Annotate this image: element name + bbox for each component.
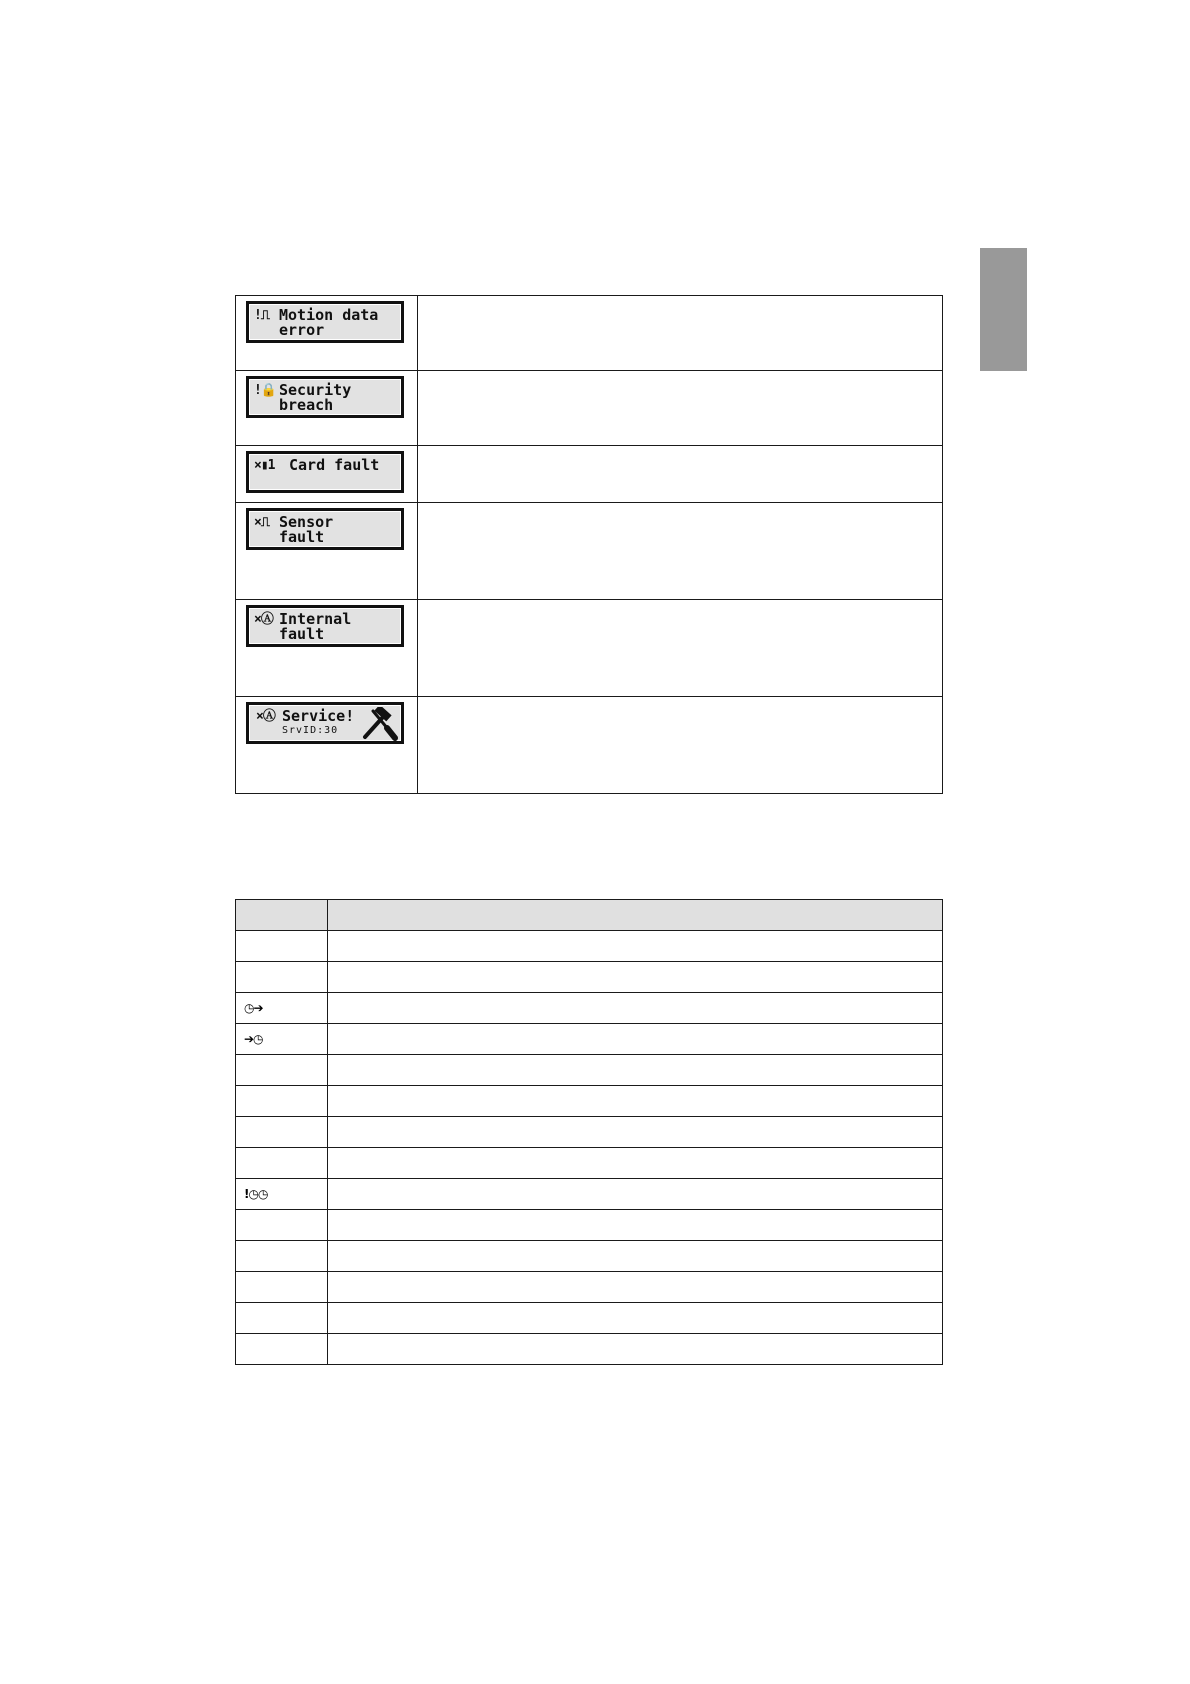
symbol-cell (236, 993, 328, 1024)
meaning-cell (328, 993, 943, 1024)
meaning-cell (328, 1210, 943, 1241)
description-cell (418, 697, 943, 794)
lcd-line-2: SrvID:30 (282, 725, 339, 736)
security-lock-icon: !🔒 (254, 383, 277, 398)
table-row (236, 371, 943, 446)
table-row (236, 697, 943, 794)
lcd-line-2: breach (279, 396, 334, 414)
symbol-cell (236, 1272, 328, 1303)
arrow-in-clock-icon: ➔◷ (244, 1031, 263, 1046)
symbol-cell (236, 1210, 328, 1241)
display-messages-table (235, 295, 943, 794)
table-row (236, 1086, 943, 1117)
header-symbol-cell (236, 900, 328, 931)
description-cell (418, 446, 943, 503)
table-row (236, 1024, 943, 1055)
hammer-screwdriver-icon (357, 707, 399, 741)
table-row (236, 503, 943, 600)
meaning-cell (328, 931, 943, 962)
description-cell (418, 371, 943, 446)
lcd-line-2: fault (279, 528, 325, 546)
table-row (236, 446, 943, 503)
table-row (236, 1241, 943, 1272)
header-meaning-cell (328, 900, 943, 931)
meaning-cell (328, 1148, 943, 1179)
lcd-display-security-breach (246, 376, 404, 418)
lcd-cell (236, 503, 418, 600)
table-row (236, 931, 943, 962)
lcd-line-2: error (279, 321, 325, 339)
table-row (236, 1117, 943, 1148)
description-cell (418, 296, 943, 371)
table-row (236, 296, 943, 371)
table-row (236, 1179, 943, 1210)
lcd-cell (236, 600, 418, 697)
lcd-display-sensor-fault (246, 508, 404, 550)
symbol-cell (236, 962, 328, 993)
lcd-cell (236, 371, 418, 446)
table-row (236, 962, 943, 993)
symbol-cell (236, 931, 328, 962)
table-row (236, 1055, 943, 1086)
symbol-cell (236, 1148, 328, 1179)
table-row (236, 1148, 943, 1179)
lcd-display-motion-data-error (246, 301, 404, 343)
lcd-display-card-fault (246, 451, 404, 493)
tachograph-icon: ×Ⓐ (256, 709, 275, 724)
table-row (236, 1210, 943, 1241)
lcd-line-1: Service! (282, 707, 355, 725)
meaning-cell (328, 1179, 943, 1210)
symbol-cell (236, 1241, 328, 1272)
meaning-cell (328, 1117, 943, 1148)
description-cell (418, 503, 943, 600)
description-cell (418, 600, 943, 697)
lcd-line-1: Sensor (279, 513, 334, 531)
symbol-cell (236, 1334, 328, 1365)
meaning-cell (328, 1241, 943, 1272)
tachograph-icon: ×Ⓐ (254, 612, 273, 627)
symbol-cell (236, 1086, 328, 1117)
table-row (236, 1303, 943, 1334)
table-header-row (236, 900, 943, 931)
clock-warning-icon: !◷◷ (244, 1186, 268, 1201)
meaning-cell (328, 1334, 943, 1365)
symbol-cell (236, 1055, 328, 1086)
sensor-icon: ×⎍ (254, 515, 269, 530)
lcd-cell (236, 697, 418, 794)
symbol-table (235, 899, 943, 1365)
lcd-display-service (246, 702, 404, 744)
clock-arrow-out-icon: ◷➔ (244, 1000, 263, 1015)
table-row (236, 993, 943, 1024)
motion-sensor-icon: !⎍ (254, 308, 269, 323)
meaning-cell (328, 1272, 943, 1303)
meaning-cell (328, 1086, 943, 1117)
lcd-line-2: fault (279, 625, 325, 643)
table-row (236, 1334, 943, 1365)
lcd-cell (236, 446, 418, 503)
lcd-line-1: Security (279, 381, 352, 399)
meaning-cell (328, 1055, 943, 1086)
side-section-tab (980, 248, 1027, 371)
symbol-cell (236, 1024, 328, 1055)
meaning-cell (328, 1024, 943, 1055)
card-slot-1-icon: ×▮1 (254, 458, 275, 473)
symbol-cell (236, 1303, 328, 1334)
lcd-line-1: Card fault (289, 456, 380, 474)
lcd-cell (236, 296, 418, 371)
lcd-line-1: Internal (279, 610, 352, 628)
symbol-cell (236, 1117, 328, 1148)
lcd-display-internal-fault (246, 605, 404, 647)
meaning-cell (328, 962, 943, 993)
lcd-line-1: Motion data (279, 306, 379, 324)
table-row (236, 600, 943, 697)
table-row (236, 1272, 943, 1303)
symbol-cell (236, 1179, 328, 1210)
meaning-cell (328, 1303, 943, 1334)
